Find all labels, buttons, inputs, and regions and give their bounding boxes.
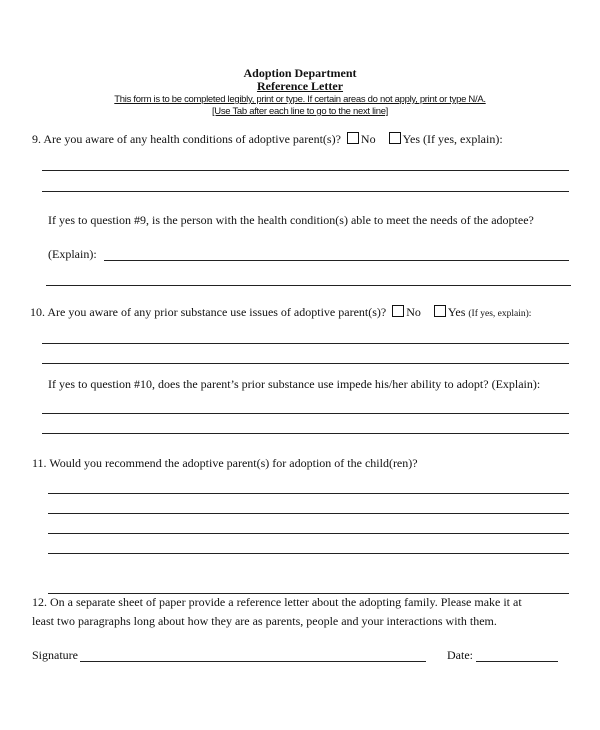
signature-label: Signature xyxy=(32,648,78,662)
date-line[interactable] xyxy=(476,661,558,662)
q9-yes-label: Yes (If yes, explain): xyxy=(402,132,503,146)
q10-answer-line-3[interactable] xyxy=(42,413,569,414)
question-9 xyxy=(32,132,503,147)
q9-no-label: No xyxy=(360,132,376,146)
q10-yes-note: (If yes, explain): xyxy=(468,309,532,319)
q9-answer-line-3[interactable] xyxy=(46,285,571,286)
q9-answer-line-2[interactable] xyxy=(42,191,569,192)
q11-answer-line-3[interactable] xyxy=(48,533,569,534)
q9-followup-text: If yes to question #9, is the person with the health condition(s) able to meet the needs of the adoptee? xyxy=(48,213,534,227)
form-title: Reference Letter xyxy=(256,79,344,93)
q9-no-checkbox[interactable] xyxy=(347,132,359,144)
q9-explain-label: (Explain): xyxy=(48,247,97,261)
q11-answer-line-2[interactable] xyxy=(48,513,569,514)
question-9-text: 9. Are you aware of any health conditions of adoptive parent(s)? xyxy=(32,132,341,146)
instruction-line-2: [Use Tab after each line to go to the next line] xyxy=(211,106,389,117)
q10-no-checkbox[interactable] xyxy=(392,305,404,317)
signature-line[interactable] xyxy=(80,661,426,662)
q11-answer-line-1[interactable] xyxy=(48,493,569,494)
question-11-text: 11. Would you recommend the adoptive parent(s) for adoption of the child(ren)? xyxy=(32,456,418,470)
q10-answer-line-2[interactable] xyxy=(42,363,569,364)
q11-answer-line-4[interactable] xyxy=(48,553,569,554)
date-label: Date: xyxy=(447,648,473,662)
question-10-text: 10. Are you aware of any prior substance use issues of adoptive parent(s)? xyxy=(30,305,387,319)
q9-answer-line-1[interactable] xyxy=(42,170,569,171)
q10-answer-line-4[interactable] xyxy=(42,433,569,434)
question-12-line-1: 12. On a separate sheet of paper provide a reference letter about the adopting family. Please make it at xyxy=(32,595,522,609)
question-10 xyxy=(30,305,531,320)
q11-answer-line-5[interactable] xyxy=(48,593,569,594)
instruction-line-1: This form is to be completed legibly, print or type. If certain areas do not apply, print or type N/A. xyxy=(114,94,486,105)
q10-answer-line-1[interactable] xyxy=(42,343,569,344)
department-heading: Adoption Department xyxy=(243,66,357,80)
q10-followup-text: If yes to question #10, does the parent’s prior substance use impede his/her ability to adopt? (Explain): xyxy=(48,377,541,391)
q10-yes-checkbox[interactable] xyxy=(434,305,446,317)
question-12-line-2: least two paragraphs long about how they are as parents, people and your interactions with them. xyxy=(32,614,497,628)
q9-explain-line[interactable] xyxy=(104,260,569,261)
q10-yes-label: Yes xyxy=(447,305,466,319)
q9-yes-checkbox[interactable] xyxy=(389,132,401,144)
q10-no-label: No xyxy=(406,305,421,319)
